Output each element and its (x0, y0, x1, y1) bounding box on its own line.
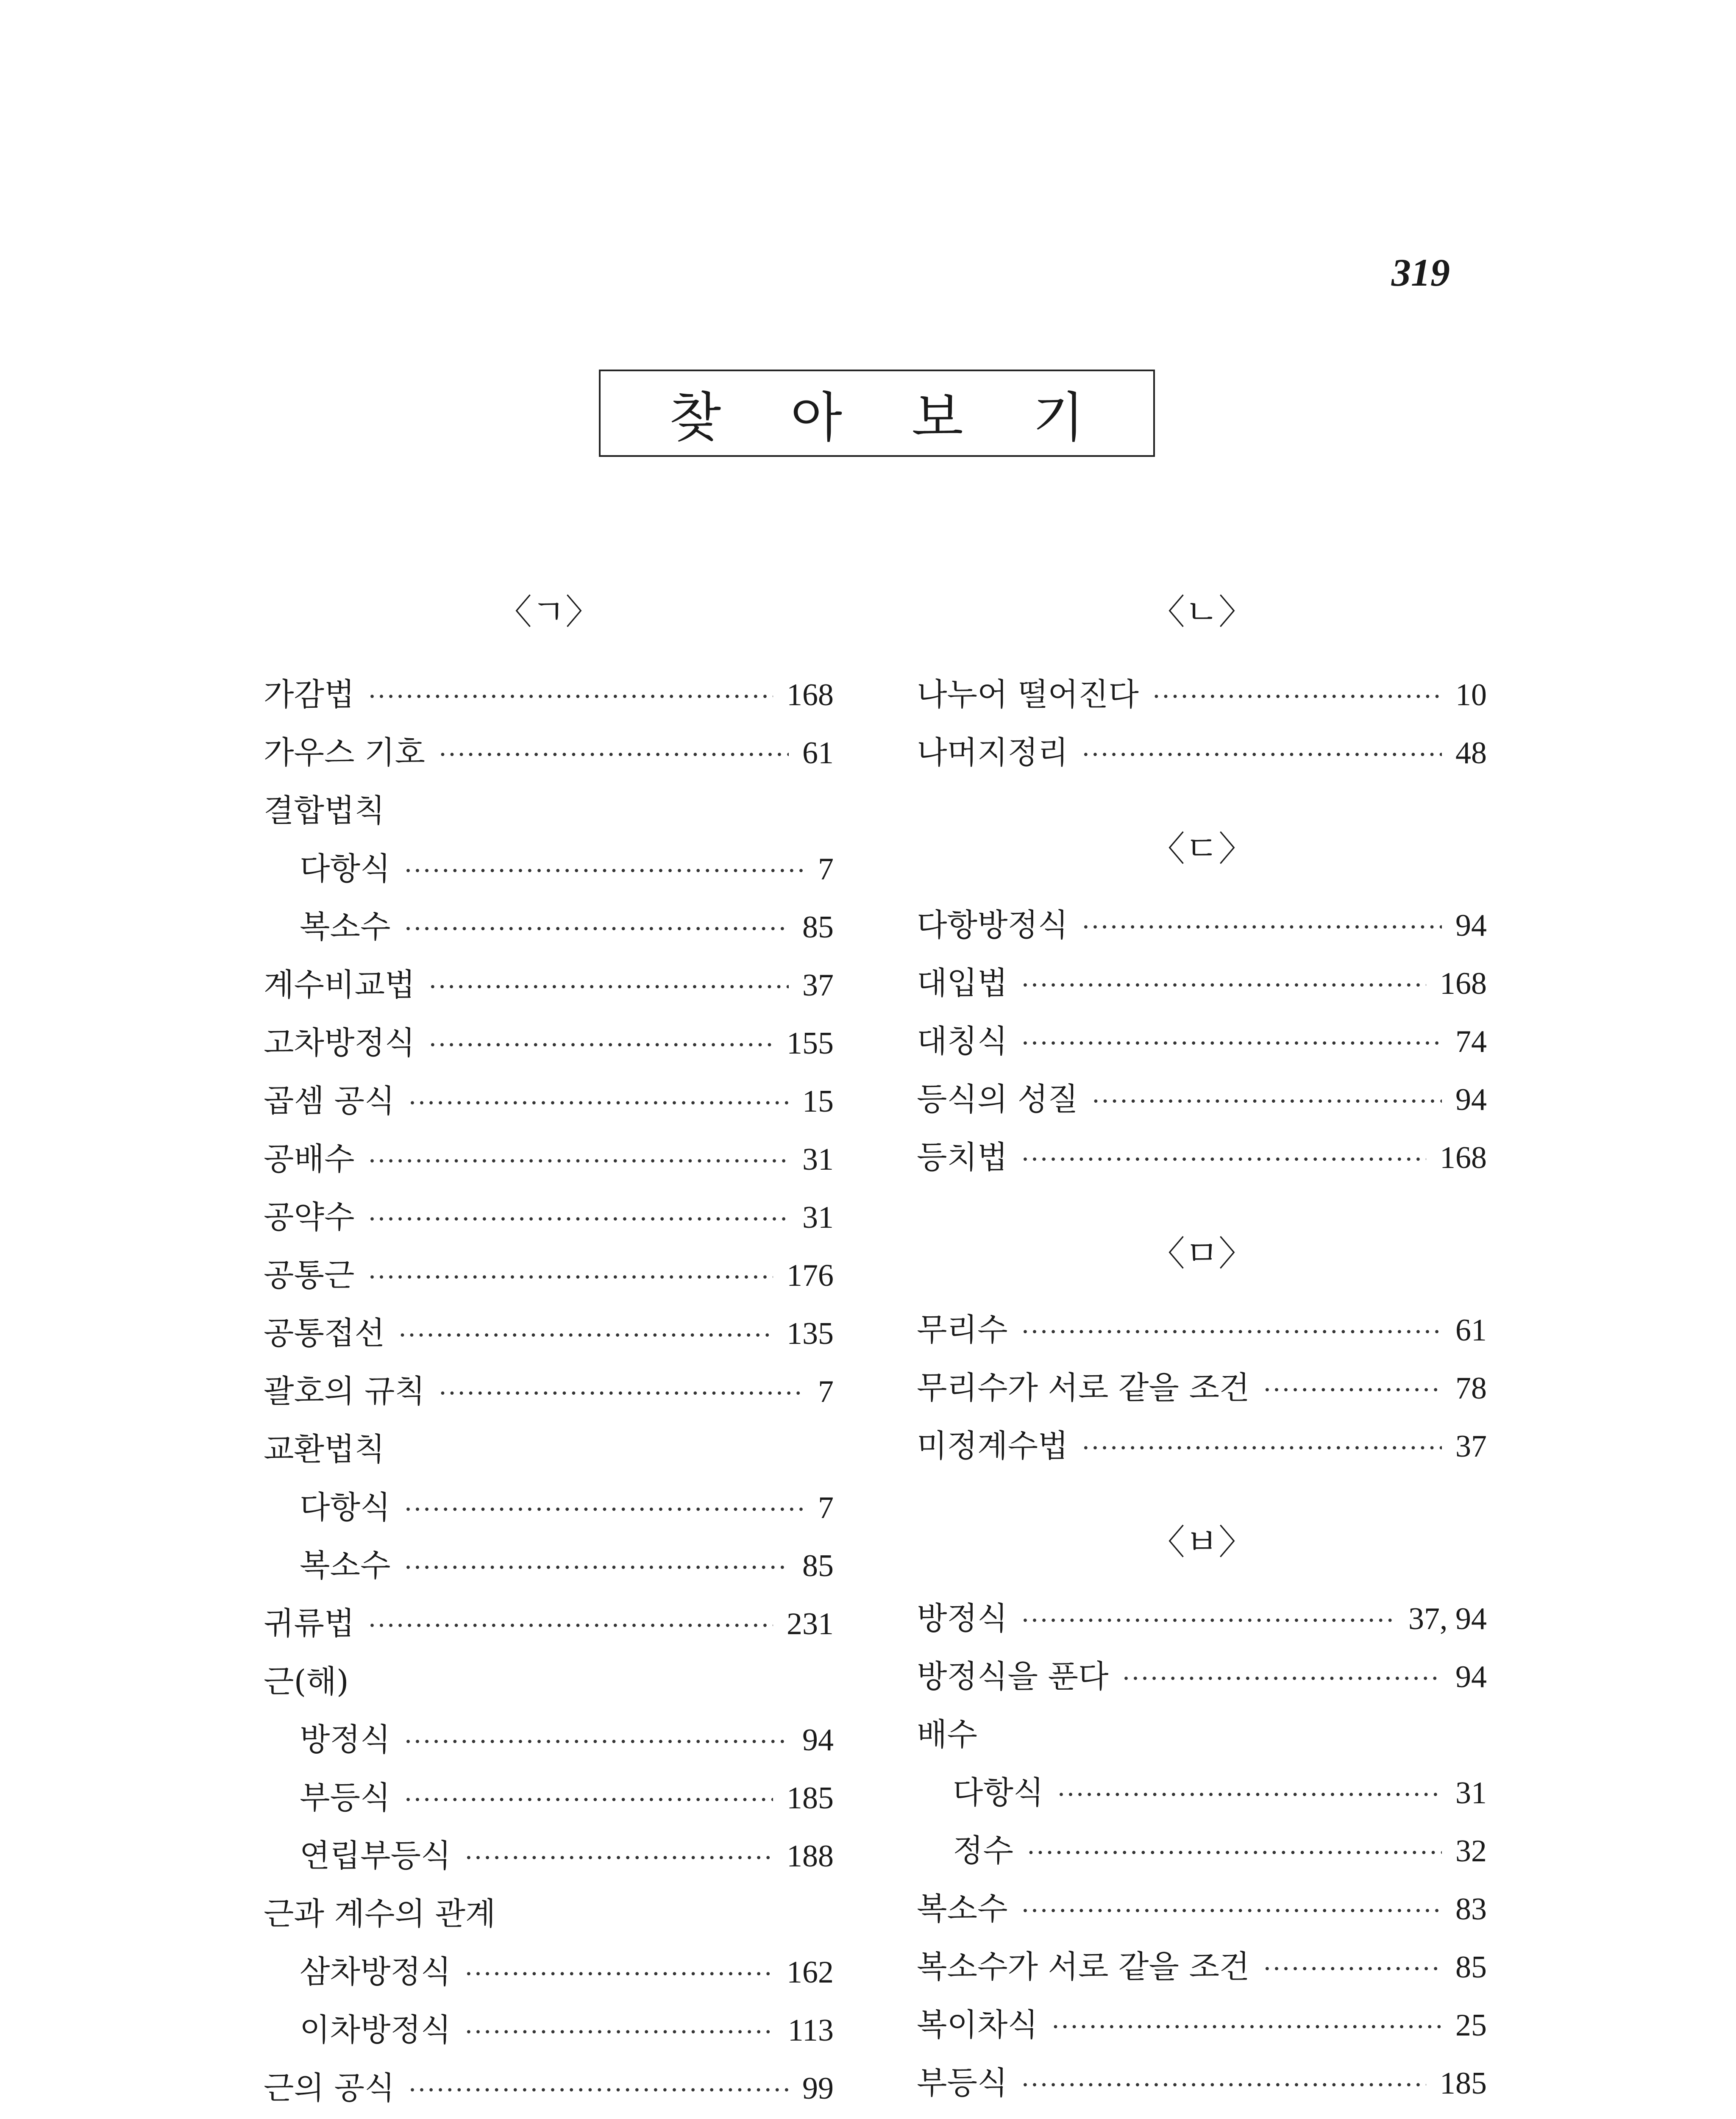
index-term: 대칭식 (917, 1023, 1008, 1060)
index-term: 방정식 (300, 1721, 391, 1758)
index-page-ref: 78 (1455, 1371, 1487, 1406)
index-subentry (917, 1826, 1487, 1884)
leader-dots (404, 914, 789, 944)
index-page-ref: 94 (1455, 908, 1487, 943)
index-term: 다항식 (300, 851, 391, 887)
index-term: 복소수 (300, 1547, 391, 1584)
index-entry (917, 958, 1487, 1016)
leader-dots (368, 1204, 789, 1234)
index-page-ref: 188 (787, 1839, 834, 1874)
index-entry (917, 1942, 1487, 2000)
index-page-ref: 176 (787, 1258, 834, 1293)
index-page-ref: 85 (802, 1549, 834, 1583)
leader-dots (1057, 1780, 1442, 1810)
section-header-digeut: 〈ㄷ〉 (1150, 829, 1254, 869)
leader-dots (1263, 1375, 1442, 1405)
index-entry-heading (264, 1657, 834, 1715)
index-term: 가감법 (264, 676, 355, 713)
leader-dots (368, 1611, 773, 1641)
index-entry (264, 728, 834, 786)
leader-dots (368, 1146, 789, 1176)
index-subentry (264, 902, 834, 960)
index-term: 무리수가 서로 같을 조건 (917, 1370, 1250, 1406)
index-term: 연립부등식 (300, 1838, 451, 1874)
leader-dots (465, 1959, 773, 1989)
index-entry (264, 960, 834, 1018)
leader-dots (428, 972, 789, 1002)
index-term: 대입법 (917, 965, 1008, 1001)
index-subentry (264, 1541, 834, 1599)
index-term: 공약수 (264, 1199, 355, 1235)
index-term: 가우스 기호 (264, 734, 425, 771)
index-term: 나머지정리 (917, 734, 1068, 771)
index-subentry (917, 1768, 1487, 1826)
index-term: 방정식 (917, 1600, 1008, 1637)
index-subentry (264, 1831, 834, 1889)
leader-dots (1021, 971, 1426, 1000)
index-entry (917, 1305, 1487, 1363)
index-entry (917, 1363, 1487, 1421)
index-term: 부등식 (300, 1780, 391, 1816)
index-page-ref: 15 (802, 1084, 834, 1119)
index-entry (917, 670, 1487, 728)
index-page-ref: 10 (1455, 678, 1487, 712)
leader-dots (1021, 1145, 1426, 1174)
index-entry (917, 2000, 1487, 2058)
index-page-ref: 135 (787, 1316, 834, 1351)
index-page-ref: 61 (802, 736, 834, 770)
index-page-ref: 99 (802, 2071, 834, 2106)
index-entry (264, 1366, 834, 1424)
index-term: 복소수 (917, 1891, 1008, 1927)
leader-dots (368, 1263, 773, 1292)
section-header-nieun: 〈ㄴ〉 (1150, 592, 1254, 632)
index-term: 등식의 성질 (917, 1081, 1078, 1118)
index-entry (917, 2116, 1487, 2119)
index-entry-heading (264, 1889, 834, 1947)
index-term: 공배수 (264, 1141, 355, 1177)
index-column-right (917, 581, 1487, 2119)
index-entry (917, 1016, 1487, 1074)
leader-dots (404, 1495, 804, 1524)
leader-dots (1263, 1954, 1442, 1984)
index-entry (264, 670, 834, 728)
index-term: 이차방정식 (300, 2012, 451, 2048)
section-header-mieum: 〈ㅁ〉 (1150, 1234, 1254, 1274)
index-entry (917, 1652, 1487, 1710)
index-entry-heading (917, 1710, 1487, 1768)
index-term: 배수 (917, 1716, 977, 1753)
index-entry (264, 1599, 834, 1657)
index-page-ref: 155 (787, 1026, 834, 1061)
leader-dots (1082, 1433, 1442, 1463)
index-page-ref: 25 (1455, 2008, 1487, 2043)
leader-dots (439, 740, 789, 770)
index-page-ref: 31 (802, 1142, 834, 1177)
leader-dots (1082, 912, 1442, 942)
index-term (917, 2116, 1169, 2119)
index-term: 다항식 (953, 1774, 1044, 1811)
index-page-ref: 7 (818, 1374, 834, 1409)
index-term: 근과 계수의 관계 (264, 1896, 496, 1932)
index-term: 교환법칙 (264, 1431, 385, 1468)
index-entry (264, 2063, 834, 2119)
index-page-ref: 168 (787, 678, 834, 712)
leader-dots (1021, 1896, 1442, 1926)
index-page-ref: 85 (802, 910, 834, 945)
leader-dots (1152, 682, 1442, 712)
index-term: 무리수 (917, 1312, 1008, 1348)
index-page-ref: 185 (1440, 2066, 1487, 2101)
index-entry-heading (264, 786, 834, 844)
leader-dots (428, 1030, 773, 1060)
leader-dots (465, 1843, 773, 1873)
leader-dots (439, 1379, 804, 1408)
index-entry (264, 1250, 834, 1308)
index-term: 다항식 (300, 1489, 391, 1526)
index-subentry (264, 844, 834, 902)
index-term: 괄호의 규칙 (264, 1373, 425, 1410)
leader-dots (1122, 1664, 1442, 1694)
index-entry (264, 1134, 834, 1192)
leader-dots (1021, 1317, 1442, 1347)
index-term: 복소수 (300, 909, 391, 945)
index-page-ref: 37 (802, 968, 834, 1003)
leader-dots (398, 1321, 773, 1350)
page-title (599, 370, 1155, 457)
index-term: 나누어 떨어진다 (917, 676, 1139, 713)
index-term: 등치법 (917, 1139, 1008, 1176)
index-entry (917, 1421, 1487, 1479)
index-subentry (264, 2005, 834, 2063)
index-term: 복소수가 서로 같을 조건 (917, 1949, 1250, 1985)
index-entry (917, 1593, 1487, 1652)
index-page-ref: 85 (1455, 1950, 1487, 1985)
index-page-ref: 113 (787, 2013, 834, 2048)
index-page-ref: 61 (1455, 1313, 1487, 1348)
page-number: 319 (1391, 251, 1450, 294)
index-term: 곱셈 공식 (264, 1083, 395, 1119)
leader-dots (1021, 2070, 1426, 2100)
index-entry (917, 900, 1487, 958)
index-page-ref: 74 (1455, 1024, 1487, 1059)
page-title-text: 찾 아 보 기 (669, 386, 1111, 449)
index-page-ref: 48 (1455, 736, 1487, 770)
index-page-ref: 231 (787, 1607, 834, 1641)
leader-dots (1021, 1606, 1395, 1635)
leader-dots (1027, 1838, 1442, 1868)
index-subentry (264, 1947, 834, 2005)
index-page-ref: 162 (787, 1955, 834, 1990)
index-term: 부등식 (917, 2065, 1008, 2101)
index-page-ref: 32 (1455, 1834, 1487, 1869)
section-header-giyeok: 〈ㄱ〉 (497, 592, 601, 632)
index-page-ref: 7 (818, 1491, 834, 1525)
index-page-ref: 31 (1455, 1776, 1487, 1810)
index-entry (264, 1018, 834, 1076)
section-header-bieup: 〈ㅂ〉 (1150, 1522, 1254, 1563)
index-term: 복이차식 (917, 2007, 1038, 2043)
index-subentry (264, 1482, 834, 1541)
leader-dots (1092, 1087, 1442, 1116)
index-page-ref: 37 (1455, 1429, 1487, 1464)
leader-dots (404, 1727, 789, 1757)
index-page-ref: 37, 94 (1408, 1602, 1487, 1636)
index-page-ref: 168 (1440, 1140, 1487, 1175)
index-term: 결합법칙 (264, 793, 385, 829)
index-page-ref: 185 (787, 1781, 834, 1816)
leader-dots (408, 2075, 789, 2105)
index-page-ref: 31 (802, 1200, 834, 1235)
index-subentry (264, 1715, 834, 1773)
index-page-ref: 94 (802, 1723, 834, 1757)
index-term: 정수 (953, 1833, 1013, 1869)
leader-dots (465, 2017, 774, 2047)
index-page-ref: 7 (818, 852, 834, 887)
index-term: 근의 공식 (264, 2070, 395, 2106)
leader-dots (368, 682, 773, 712)
leader-dots (404, 856, 804, 886)
index-term: 다항방정식 (917, 907, 1068, 943)
leader-dots (404, 1553, 789, 1582)
index-entry (264, 1308, 834, 1366)
leader-dots (1082, 740, 1442, 770)
index-entry (917, 1074, 1487, 1132)
index-page-ref: 168 (1440, 966, 1487, 1001)
index-term: 계수비교법 (264, 967, 415, 1003)
index-column-left (264, 581, 834, 2119)
index-term: 삼차방정식 (300, 1954, 451, 1990)
index-entry (264, 1192, 834, 1250)
index-entry (917, 1884, 1487, 1942)
leader-dots (404, 1785, 773, 1815)
index-entry (917, 728, 1487, 786)
index-term: 방정식을 푼다 (917, 1658, 1109, 1695)
index-entry (917, 1132, 1487, 1190)
index-page-ref: 83 (1455, 1892, 1487, 1927)
index-term: 근(해) (264, 1663, 349, 1700)
index-entry (264, 1076, 834, 1134)
leader-dots (1021, 1029, 1442, 1058)
index-entry-heading (264, 1424, 834, 1482)
index-term: 고차방정식 (264, 1025, 415, 1061)
index-page-ref: 94 (1455, 1660, 1487, 1694)
index-term: 귀류법 (264, 1605, 355, 1642)
index-subentry (264, 1773, 834, 1831)
index-term: 공통근 (264, 1257, 355, 1293)
index-entry (917, 2058, 1487, 2116)
leader-dots (408, 1088, 789, 1118)
index-term: 공통접선 (264, 1315, 385, 1351)
index-page-ref: 94 (1455, 1082, 1487, 1117)
leader-dots (1052, 2012, 1442, 2042)
index-term: 미정계수법 (917, 1428, 1068, 1464)
